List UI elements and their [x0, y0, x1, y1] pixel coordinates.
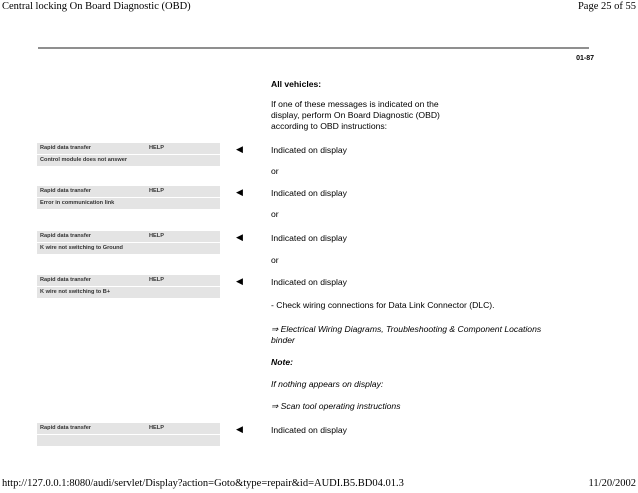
arrow-left-icon: ◀ [236, 144, 243, 154]
arrow-left-icon: ◀ [236, 187, 243, 197]
footer-url: http://127.0.0.1:8080/audi/servlet/Display?action=Goto&type=repair&id=AUDI.B5.BD04.01.3 [2, 478, 404, 489]
footer-date: 11/20/2002 [588, 478, 636, 489]
or-text-2: or [271, 209, 279, 219]
help-label: HELP [149, 233, 164, 239]
ewd-reference-line-1: ⇒ Electrical Wiring Diagrams, Troubleshooting & Component Locations [271, 324, 542, 334]
panel-label: Rapid data transfer [40, 277, 91, 283]
header-title: Central locking On Board Diagnostic (OBD) [2, 1, 191, 12]
panel-message: K wire not switching to B+ [40, 289, 111, 295]
panel-label: Rapid data transfer [40, 425, 91, 431]
display-panel-1 [37, 143, 220, 166]
note-heading: Note: [271, 357, 293, 367]
arrow-left-icon: ◀ [236, 276, 243, 286]
panel-label: Rapid data transfer [40, 188, 91, 194]
display-panel-2 [37, 186, 220, 209]
help-label: HELP [149, 277, 164, 283]
arrow-left-icon: ◀ [236, 424, 243, 434]
or-text-3: or [271, 255, 279, 265]
ewd-reference-line-2: binder [271, 335, 295, 345]
header-rule [38, 47, 589, 49]
indicated-text-2: Indicated on display [271, 188, 347, 198]
panel-message: Control module does not answer [40, 157, 128, 163]
doc-code: 01-87 [576, 55, 594, 62]
scan-tool-reference: ⇒ Scan tool operating instructions [271, 401, 401, 411]
intro-line-3: according to OBD instructions: [271, 121, 388, 131]
intro-line-2: display, perform On Board Diagnostic (OBD) [271, 110, 440, 120]
check-wiring-step: - Check wiring connections for Data Link Connector (DLC). [271, 300, 495, 310]
all-vehicles-heading: All vehicles: [271, 79, 322, 89]
display-panel-5 [37, 423, 220, 446]
page-indicator: Page 25 of 55 [577, 1, 636, 12]
display-panel-3 [37, 231, 220, 254]
display-panel-4 [37, 275, 220, 298]
help-label: HELP [149, 145, 164, 151]
arrow-left-icon: ◀ [236, 232, 243, 242]
panel-message: K wire not switching to Ground [40, 245, 123, 251]
nothing-appears-text: If nothing appears on display: [271, 379, 384, 389]
help-label: HELP [149, 188, 164, 194]
panel-message: Error in communication link [40, 200, 115, 206]
indicated-text-1: Indicated on display [271, 145, 347, 155]
panel-label: Rapid data transfer [40, 233, 91, 239]
indicated-text-3: Indicated on display [271, 233, 347, 243]
indicated-text-4: Indicated on display [271, 277, 347, 287]
or-text-1: or [271, 166, 279, 176]
intro-line-1: If one of these messages is indicated on the [271, 99, 439, 109]
indicated-text-5: Indicated on display [271, 425, 347, 435]
help-label: HELP [149, 425, 164, 431]
panel-label: Rapid data transfer [40, 145, 91, 151]
